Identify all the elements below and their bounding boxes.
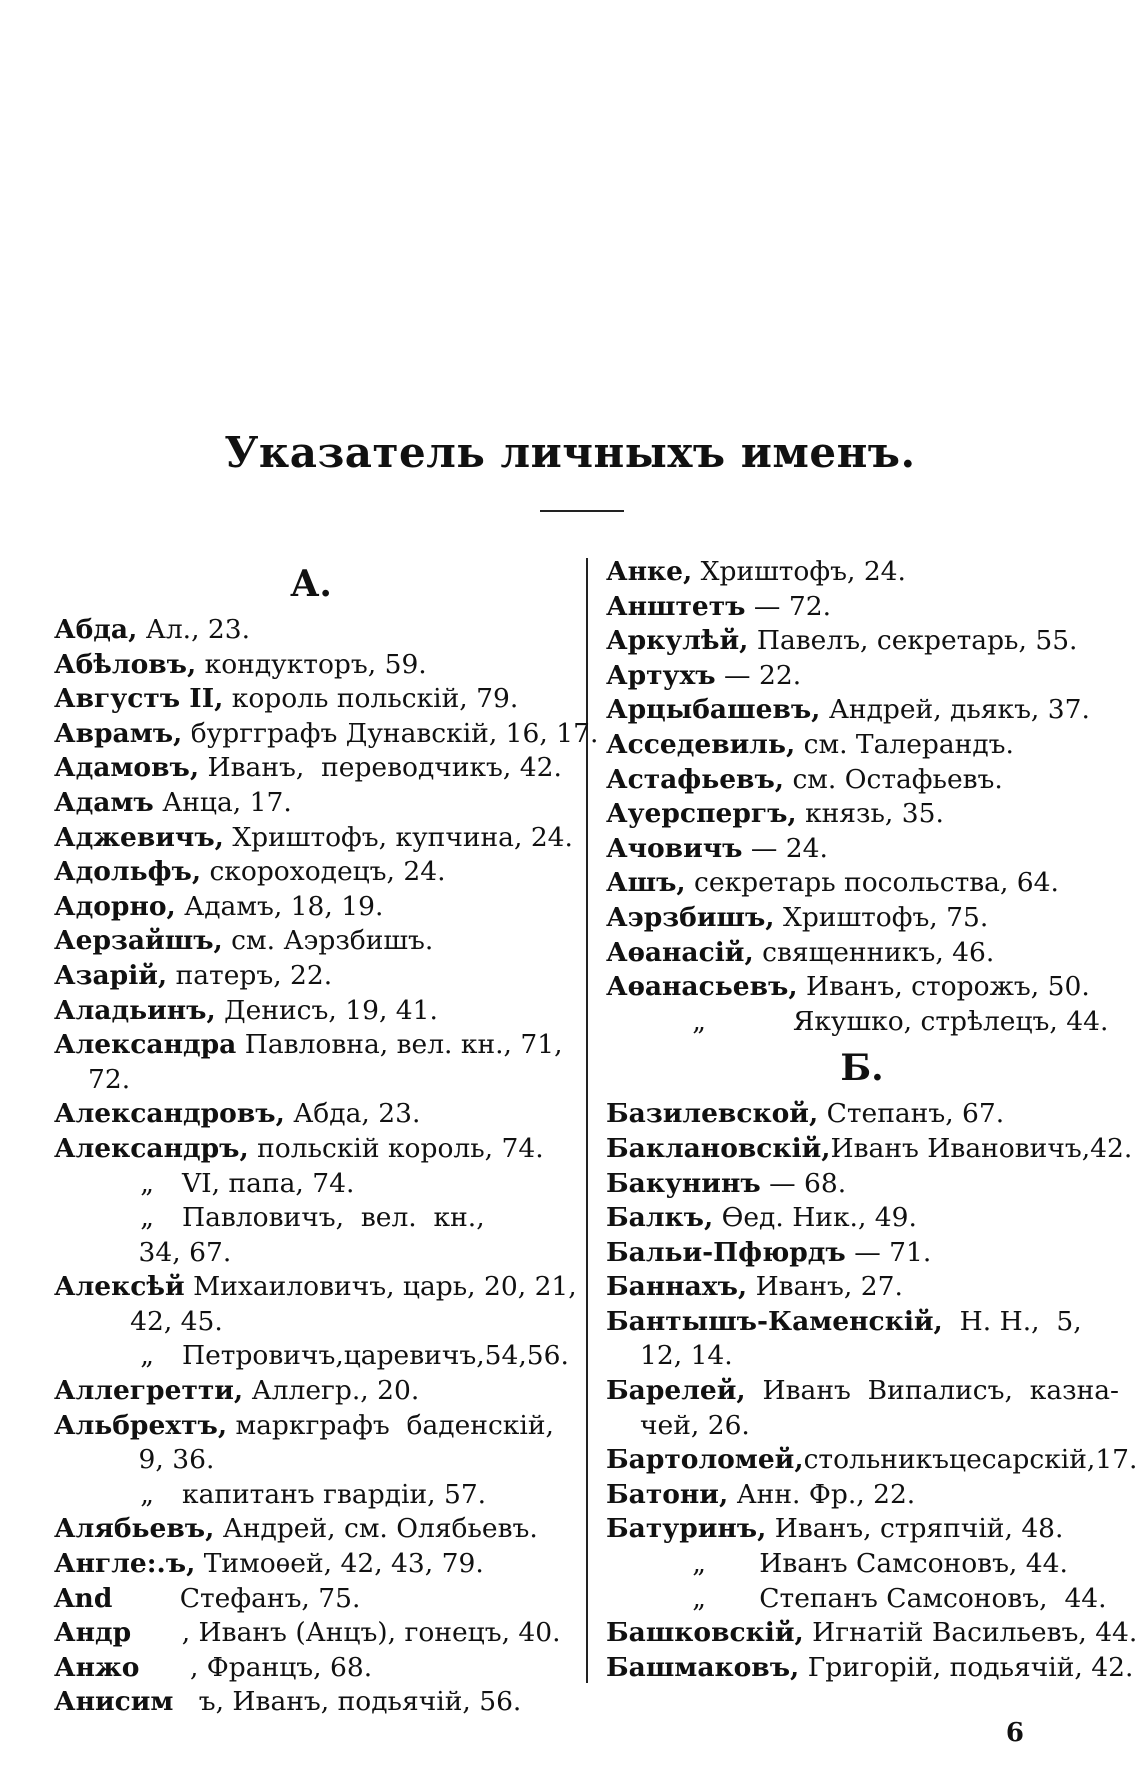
index-entry [54,890,568,925]
index-entry [606,693,1118,728]
entry-detail: Иванъ Самсоновъ, 44. [734,1548,1068,1580]
index-entry [54,821,573,856]
index-entry [606,1201,1118,1236]
index-entry [606,832,1118,867]
index-entry [606,624,1118,659]
entry-detail: король польскій, 79. [223,683,519,715]
entry-detail: бургграфъ Дунавскій, 16, 17. [182,717,599,749]
entry-name: Александръ, [54,1132,249,1164]
entry-detail: 34, 67. [88,1236,232,1268]
entry-name: Адольфъ, [54,856,202,888]
entry-detail: Тимоѳей, 42, 43, 79. [195,1548,484,1580]
index-entry [54,1132,568,1167]
index-entry [606,1236,1118,1271]
entry-detail: Ѳед. Ник., 49. [713,1202,917,1234]
entry-name: Абѣловъ, [54,648,197,680]
index-entry [54,648,568,683]
index-entry [606,555,1118,590]
index-entry-continuation [606,1339,1118,1374]
entry-detail: Анца, 17. [153,786,292,818]
index-entry [606,1005,1118,1040]
ditto-mark: „ [140,1478,154,1510]
entry-name: Аѳанасій, [606,936,754,968]
entry-detail: чей, 26. [640,1409,750,1441]
index-entry [606,1512,1118,1547]
entry-detail: Хриштофъ, 75. [774,901,989,933]
entry-name: Бальи-Пфюрдъ [606,1236,846,1268]
entry-name: Абда, [54,614,138,645]
entry-detail: см. Остафьевъ. [784,763,1003,795]
index-entry [606,763,1118,798]
index-column-right [606,555,1138,1685]
entry-detail: 9, 36. [88,1444,215,1476]
entry-detail: — 24. [742,832,828,864]
entry-detail: Якушко, стрѣлецъ, 44. [734,1005,1109,1037]
entry-name: Александровъ, [54,1098,285,1130]
entry-detail: Абда, 23. [284,1098,421,1130]
entry-name: Алексѣй [54,1271,185,1303]
entry-name: Барелей, [606,1375,746,1407]
index-entry [54,1028,568,1063]
index-entry [54,1097,568,1132]
page-number: 6 [1005,1718,1024,1748]
index-entry [54,613,568,648]
entry-name: Адамъ [54,786,154,818]
entry-detail: Иванъ Ивановичъ,42. [830,1132,1133,1164]
index-entry-continuation [54,1443,568,1478]
entry-detail: — 71. [845,1236,932,1268]
entry-detail: , Иванъ (Анцъ), гонецъ, 40. [131,1617,561,1649]
entry-detail: ъ, Иванъ, подьячій, 56. [173,1686,522,1718]
index-entry [606,728,1118,763]
entry-name: Аркулѣй, [606,625,749,657]
index-entry [54,1582,568,1617]
index-entry [606,1443,1138,1478]
entry-detail: Павловна, вел. кн., 71, [236,1029,563,1061]
section-letter: Б. [840,1047,884,1090]
entry-name: Алябьевъ, [54,1513,215,1545]
entry-name: Аэрзбишъ, [606,901,775,933]
entry-detail: VI, папа, 74. [182,1167,355,1199]
entry-name: Анисим [54,1686,174,1718]
entry-detail: маркграфъ баденскій, [227,1409,554,1441]
entry-detail: Григорій, подьячій, 42. [799,1651,1134,1683]
entry-detail: польскій король, 74. [248,1132,544,1164]
entry-name: Альбрехтъ, [54,1409,228,1441]
index-entry [54,959,568,994]
entry-detail: священникъ, 46. [753,936,995,968]
entry-detail: Аллегр., 20. [243,1375,420,1407]
index-entry [54,682,568,717]
entry-name: Асседевиль, [606,728,796,760]
entry-name: Андр [54,1617,132,1649]
index-entry [54,1201,568,1236]
entry-detail: Степанъ, 67. [818,1098,1005,1130]
entry-detail: Игнатій Васильевъ, 44. [803,1617,1138,1649]
entry-detail: Адамъ, 18, 19. [175,890,384,922]
entry-name: Аерзайшъ, [54,925,223,957]
entry-name: Аврамъ, [54,717,183,749]
entry-detail: патеръ, 22. [167,959,333,991]
index-entry [54,1409,568,1444]
title-rule [540,510,624,512]
entry-detail: Михаиловичъ, царь, 20, 21, [184,1271,577,1303]
index-entry [606,1305,1118,1340]
entry-name: Англе:.ъ, [54,1548,196,1580]
entry-detail: Стефанъ, 75. [112,1582,361,1614]
entry-detail: Андрей, см. Олябьевъ. [214,1513,538,1545]
index-entry [54,786,568,821]
entry-detail: Павловичъ, вел. кн., [182,1202,485,1234]
ditto-mark: „ [692,1548,706,1580]
entry-name: Балкъ, [606,1202,714,1234]
index-entry [54,855,568,890]
entry-detail: — 22. [715,659,802,691]
entry-name: Бартоломей, [606,1444,804,1476]
index-entry-continuation [606,1409,1118,1444]
entry-detail: Ал., 23. [137,614,251,645]
entry-detail: Денисъ, 19, 41. [215,994,438,1026]
entry-name: Александра [54,1029,237,1061]
entry-name: Батуринъ, [606,1513,767,1545]
entry-detail: князь, 35. [796,798,944,830]
entry-name: Адамовъ, [54,752,200,784]
entry-name: Бакунинъ [606,1167,761,1199]
entry-detail: Иванъ, стряпчій, 48. [766,1513,1064,1545]
index-column-left [54,555,599,1720]
index-entry-continuation [54,1236,568,1271]
entry-detail: Н. Н., 5, [942,1305,1082,1337]
entry-name: Башмаковъ, [606,1651,800,1683]
index-entry [606,866,1118,901]
entry-detail: кондукторъ, 59. [196,648,427,680]
entry-name: Ашъ, [606,867,686,899]
entry-detail: Иванъ, 27. [747,1271,903,1303]
ditto-mark: „ [140,1202,154,1234]
entry-detail: — 72. [745,590,831,622]
entry-detail: Иванъ Випалисъ, казна- [745,1375,1119,1407]
entry-detail: капитанъ гвардіи, 57. [182,1478,487,1510]
index-entry [606,1374,1118,1409]
index-entry [54,924,568,959]
ditto-mark: „ [140,1167,154,1199]
index-entry [54,1651,568,1686]
entry-name: Адорно, [54,890,176,922]
entry-detail: Иванъ, сторожъ, 50. [797,971,1090,1003]
index-entry-continuation [54,1063,568,1098]
entry-name: Аѳанасьевъ, [606,971,798,1003]
section-letter: А. [290,563,332,605]
index-entry-continuation [54,1305,568,1340]
entry-name: Аллегретти, [54,1375,244,1407]
entry-detail: Петровичъ,царевичъ,54,56. [182,1340,569,1372]
entry-name: Анштетъ [606,590,746,622]
index-entry [54,1478,568,1513]
entry-detail: Иванъ, переводчикъ, 42. [199,752,562,784]
entry-name: Анжо [54,1651,140,1683]
index-entry [606,1582,1118,1617]
entry-detail: 12, 14. [640,1340,733,1372]
entry-detail: скороходецъ, 24. [201,856,446,888]
entry-name: Ачовичъ [606,832,743,864]
entry-name: Аджевичъ, [54,821,224,853]
entry-name: Астафьевъ, [606,763,785,795]
index-entry [606,1097,1118,1132]
index-entry [606,901,1118,936]
index-entry [606,970,1118,1005]
entry-name: And [54,1582,113,1614]
entry-detail: секретарь посольства, 64. [685,867,1059,899]
ditto-mark: „ [140,1340,154,1372]
index-entry [606,936,1118,971]
index-entry [606,1167,1118,1202]
index-entry [54,1616,568,1651]
index-entry [54,751,568,786]
entry-detail: Степанъ Самсоновъ, 44. [734,1582,1107,1614]
index-entry [54,1167,568,1202]
index-entry [606,1478,1118,1513]
index-entry [54,1270,577,1305]
entry-name: Баклановскій, [606,1132,831,1164]
index-entry [606,797,1118,832]
entry-name: Анке, [606,556,693,587]
index-entry [54,1547,568,1582]
entry-name: Артухъ [606,659,716,691]
entry-detail: , Францъ, 68. [139,1651,373,1683]
entry-detail: Хриштофъ, купчина, 24. [223,821,573,853]
index-entry [606,1547,1118,1582]
index-entry [54,1339,568,1374]
entry-detail: стольникъцесарскій,17. [803,1444,1138,1476]
entry-name: Башковскій, [606,1617,804,1649]
page-title: Указатель личныхъ именъ. [224,428,916,477]
index-entry [54,994,568,1029]
index-entry [54,1685,568,1720]
ditto-mark: „ [692,1005,706,1037]
index-entry [54,1374,568,1409]
entry-detail: Павелъ, секретарь, 55. [748,625,1078,657]
index-entry [606,590,1118,625]
index-entry [606,1270,1118,1305]
entry-name: Баннахъ, [606,1271,748,1303]
entry-detail: см. Аэрзбишъ. [222,925,434,957]
index-entry [606,1616,1138,1651]
entry-name: Азарій, [54,959,168,991]
index-entry [54,717,599,752]
entry-name: Базилевской, [606,1098,819,1130]
entry-name: Аладьинъ, [54,994,216,1026]
index-entry [606,1132,1133,1167]
entry-name: Арцыбашевъ, [606,694,821,726]
index-entry [54,1512,568,1547]
entry-detail: — 68. [760,1167,847,1199]
entry-detail: 72. [88,1063,131,1095]
entry-name: Бантышъ-Каменскій, [606,1305,943,1337]
entry-detail: 42, 45. [88,1305,223,1337]
ditto-mark: „ [692,1582,706,1614]
index-entry [606,1651,1134,1686]
entry-name: Августъ II, [54,683,224,715]
entry-detail: Хриштофъ, 24. [692,556,906,587]
entry-detail: Андрей, дьякъ, 37. [820,694,1090,726]
index-entry [606,659,1118,694]
entry-name: Батони, [606,1478,729,1510]
entry-detail: Анн. Фр., 22. [728,1478,916,1510]
entry-name: Ауерспергъ, [606,798,797,830]
entry-detail: см. Талерандъ. [795,728,1014,760]
